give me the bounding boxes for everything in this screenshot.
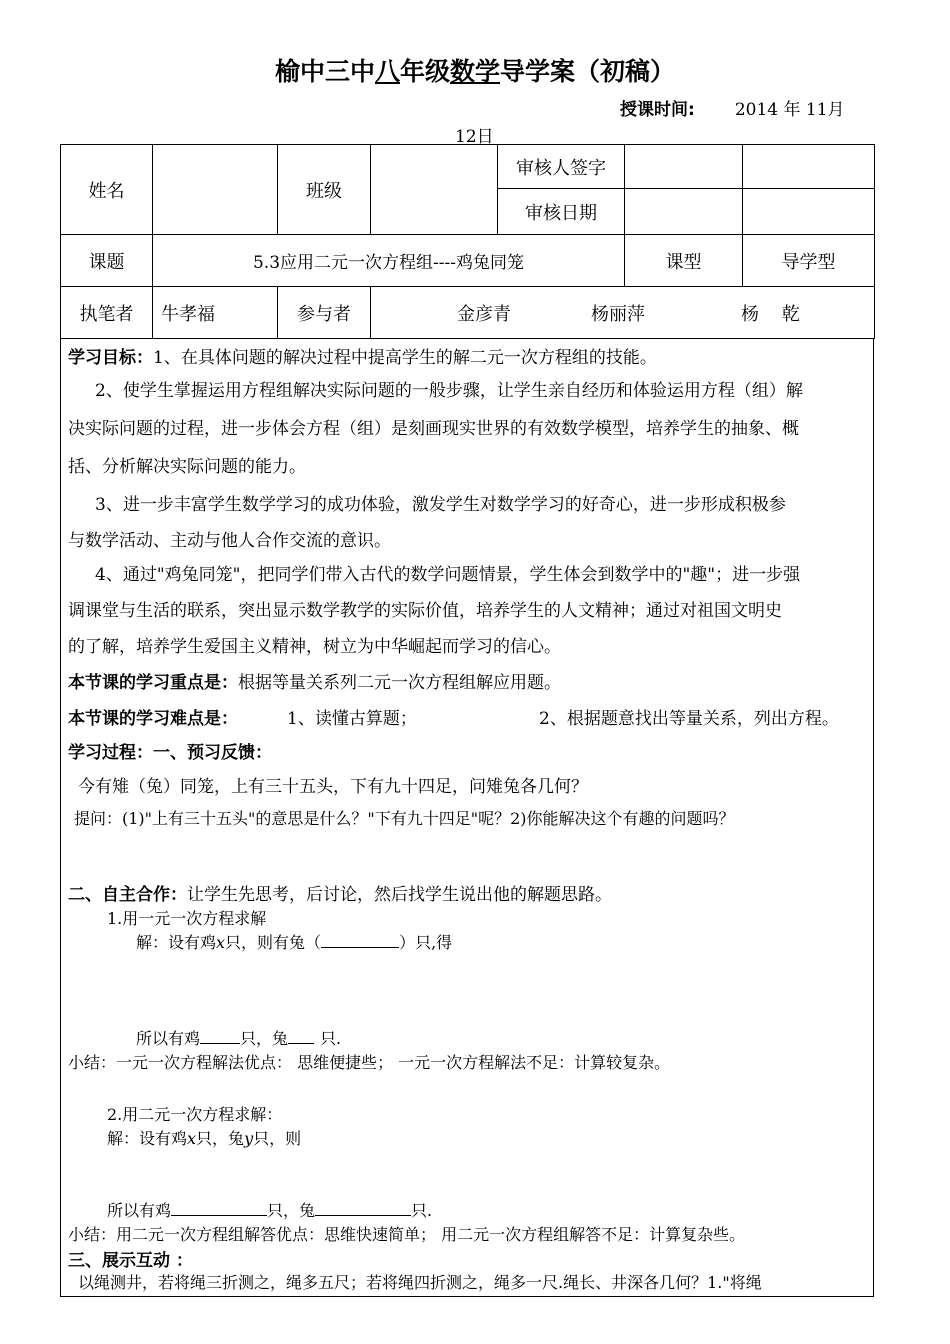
section-1-heading: 学习过程：一、预习反馈： — [68, 743, 272, 763]
difficult-point-label: 本节课的学习难点是： — [68, 709, 238, 729]
lesson-date — [620, 95, 845, 120]
goal-3-line2: 与数学活动、主动与他人合作交流的意识。 — [68, 531, 391, 551]
difficult-point-1: 1、读懂古算题； — [287, 709, 417, 729]
participants-cell — [371, 287, 875, 339]
lesson-info-table — [60, 144, 875, 339]
type-value: 导学型 — [743, 235, 875, 287]
goal-4-line1: 4、通过"鸡兔同笼"，把同学们带入古代的数学问题情景，学生体会到数学中的"趣"；进一步强 — [95, 565, 801, 585]
goal-1: 学习目标：1、在具体问题的解决过程中提高学生的解二元一次方程组的技能。 — [68, 348, 657, 368]
reviewer-field[interactable] — [625, 145, 743, 189]
lesson-date-day: 12日 — [455, 127, 494, 147]
name-field[interactable] — [153, 145, 278, 235]
lesson-date-label: 授课时间: — [620, 100, 695, 120]
goal-2-line1: 2、使学生掌握运用方程组解决实际问题的一般步骤，让学生亲自经历和体验运用方程（组）解 — [95, 381, 803, 401]
lesson-date-value: 2014 年 11月 — [734, 100, 845, 120]
method-2-title: 2.用二元一次方程求解： — [107, 1105, 283, 1124]
lesson-body — [60, 338, 874, 1297]
difficult-point-2: 2、根据题意找出等量关系，列出方程。 — [539, 709, 839, 729]
goal-4-line2: 调课堂与生活的联系，突出显示数学教学的实际价值，培养学生的人文精神；通过对祖国文明史 — [68, 601, 782, 621]
class-label: 班级 — [278, 145, 371, 235]
page-title — [0, 52, 950, 88]
goal-4-line3: 的了解，培养学生爱国主义精神，树立为中华崛起而学习的信心。 — [68, 637, 561, 657]
title-grade: 八 — [374, 57, 400, 86]
participants-label: 参与者 — [278, 287, 371, 339]
section-2: 二、自主合作：让学生先思考，后讨论，然后找学生说出他的解题思路。 — [68, 885, 612, 905]
section-2-heading: 二、自主合作： — [68, 885, 187, 905]
title-doc-type: 导学案（初稿） — [500, 57, 676, 86]
method-2-summary: 小结：用二元一次方程组解答优点：思维快速简单； 用二元一次方程组解答不足：计算复杂些。 — [68, 1225, 746, 1244]
topic-value: 5.3应用二元一次方程组----鸡兔同笼 — [153, 235, 625, 287]
title-grade-suffix: 年级 — [399, 57, 450, 86]
chicken-answer-blank[interactable] — [171, 1215, 267, 1216]
title-subject: 数学 — [450, 57, 501, 86]
goal-2-line3: 括、分析解决实际问题的能力。 — [68, 457, 306, 477]
reviewer-label: 审核人签字 — [498, 145, 625, 189]
review-date-field[interactable] — [625, 189, 743, 235]
goal-3-line1: 3、进一步丰富学生数学学习的成功体验，激发学生对数学学习的好奇心，进一步形成积极参 — [95, 495, 786, 515]
method-1-answer: 所以有鸡 只，兔 只. — [136, 1029, 342, 1048]
author-value: 牛孝福 — [153, 287, 278, 339]
section-3-heading: 三、展示互动 ： — [68, 1251, 193, 1271]
goal-2-line2: 决实际问题的过程，进一步体会方程（组）是刻画现实世界的有效数学模型，培养学生的抽象、概 — [68, 419, 799, 439]
participant-name: 杨 乾 — [741, 303, 800, 325]
goals-label: 学习目标： — [68, 348, 153, 368]
key-point: 本节课的学习重点是：根据等量关系列二元一次方程组解应用题。 — [68, 673, 561, 693]
method-2-solution: 解：设有鸡x只，兔y只，则 — [107, 1129, 302, 1148]
reviewer-extra-field[interactable] — [743, 145, 875, 189]
rabbit-answer-blank[interactable] — [315, 1215, 411, 1216]
type-label: 课型 — [625, 235, 743, 287]
well-rope-problem: 以绳测井，若将绳三折测之，绳多五尺；若将绳四折测之，绳多一尺.绳长、井深各几何？1."将绳 — [78, 1273, 762, 1292]
ancient-problem: 今有雉（兔）同笼，上有三十五头，下有九十四足，问雉兔各几何？ — [78, 777, 588, 797]
rabbit-answer-blank[interactable] — [288, 1043, 314, 1044]
participant-name: 金彦青 — [457, 303, 511, 325]
key-point-label: 本节课的学习重点是： — [68, 673, 238, 693]
method-2-answer: 所以有鸡 只，兔 只. — [107, 1201, 433, 1220]
participant-name: 杨丽萍 — [591, 303, 645, 325]
topic-label: 课题 — [61, 235, 153, 287]
preview-question: 提问：(1)"上有三十五头"的意思是什么？"下有九十四足"呢？2)你能解决这个有趣的问题吗？ — [74, 809, 735, 828]
review-date-label: 审核日期 — [498, 189, 625, 235]
chicken-answer-blank[interactable] — [200, 1043, 240, 1044]
title-school: 榆中三中 — [274, 57, 375, 86]
review-date-extra-field[interactable] — [743, 189, 875, 235]
method-1-summary: 小结：一元一次方程解法优点： 思维便捷些； 一元一次方程解法不足：计算较复杂。 — [68, 1053, 671, 1072]
method-1-solution: 解：设有鸡x只，则有兔（ ）只,得 — [136, 933, 453, 952]
rabbit-count-blank[interactable] — [321, 947, 399, 948]
author-label: 执笔者 — [61, 287, 153, 339]
class-field[interactable] — [371, 145, 498, 235]
method-1-title: 1.用一元一次方程求解 — [107, 909, 267, 928]
name-label: 姓名 — [61, 145, 153, 235]
